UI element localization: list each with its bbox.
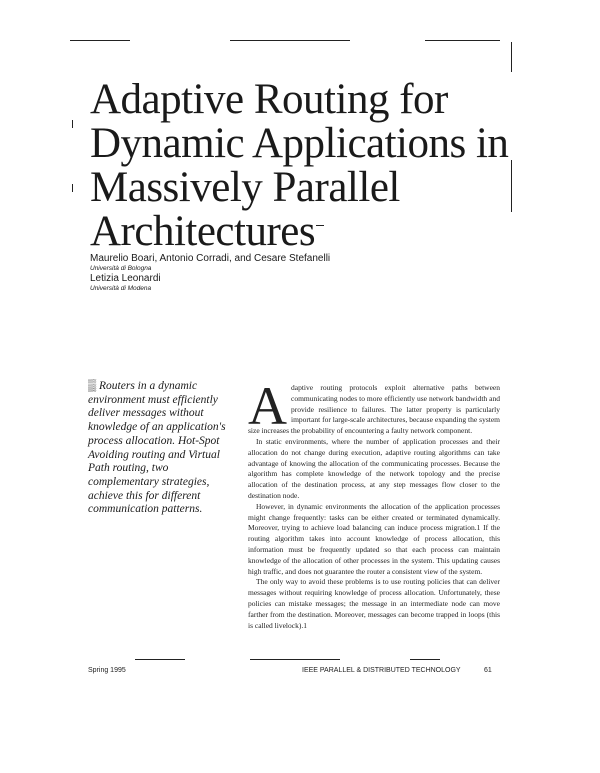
body-paragraph: However, in dynamic environments the allocation of the application processes might change frequently: tasks can be either created or terminated dynamically. Moreover, trying to achieve load balancing can induce process migration.1 If the routing algorithm takes into account knowledge of process allocation, this information must be frequently updated so that each process can maintain knowledge of the allocation of other processes in the system. This updating causes high traffic, and does not guarantee the router a consistent view of the system. — [248, 501, 500, 576]
right-vertical-rule-2 — [511, 160, 512, 212]
top-rule-right — [425, 40, 500, 41]
title-line: Adaptive Routing for — [90, 76, 448, 123]
footer-left: Spring 1995 — [88, 667, 126, 674]
footer-rule-3 — [410, 659, 440, 660]
article-title — [90, 78, 510, 254]
body-paragraph: Adaptive routing protocols exploit alternative paths between communicating nodes to more efficiently use network bandwidth and provide resilience to failures. The latter property is particularly important for large-scale architectures, because expanding the system size increases the probability of encountering a faulty network component. — [248, 376, 500, 436]
top-rule-left — [70, 40, 130, 41]
right-vertical-rule — [511, 42, 512, 72]
top-rule-center — [230, 40, 350, 41]
title-line: Architectures — [90, 208, 316, 255]
left-margin-tick-2 — [72, 184, 73, 192]
footer-rule-2 — [250, 659, 340, 660]
title-line: Dynamic Applications in — [90, 120, 509, 167]
sidebar-abstract — [88, 380, 238, 517]
article-body — [248, 376, 500, 631]
title-line: Massively Parallel — [90, 164, 400, 211]
affiliation-1: Università di Bologna — [90, 265, 152, 272]
body-paragraph: In static environments, where the number of application processes and their allocation do not change during execution, adaptive routing algorithms can take advantage of knowing the allocation of the communicating processes. Because the algorithm has complete knowledge of the network topology and the precise allocation of the destination process, at any step messages flow closer to the destination node. — [248, 436, 500, 500]
author-block — [90, 253, 330, 293]
section-mark-icon: ▒ — [88, 380, 100, 392]
author-names-1: Maurelio Boari, Antonio Corradi, and Cesare Stefanelli — [90, 253, 331, 264]
affiliation-2: Università di Modena — [90, 285, 152, 292]
body-paragraph: The only way to avoid these problems is to use routing policies that can deliver messages without requiring knowledge of process allocation. Unfortunately, these policies can mistake messages; the message in an intermediate node can move farther from the destination. Moreover, messages can become trapped in loops (this is called livelock).1 — [248, 577, 500, 630]
page-number: 61 — [484, 667, 492, 674]
sidebar-text: Routers in a dynamic environment must efficiently deliver messages without knowledge of an application's process allocation. Hot-Spot Avoiding routing and Virtual Path routing, two complementary strategies, achieve this for different communication patterns. — [88, 380, 226, 516]
drop-cap: A — [248, 376, 287, 436]
footer-journal: IEEE PARALLEL & DISTRIBUTED TECHNOLOGY — [302, 667, 461, 674]
footer-rule-1 — [135, 659, 185, 660]
author-names-2: Letizia Leonardi — [90, 273, 161, 284]
left-margin-tick-1 — [72, 120, 73, 128]
